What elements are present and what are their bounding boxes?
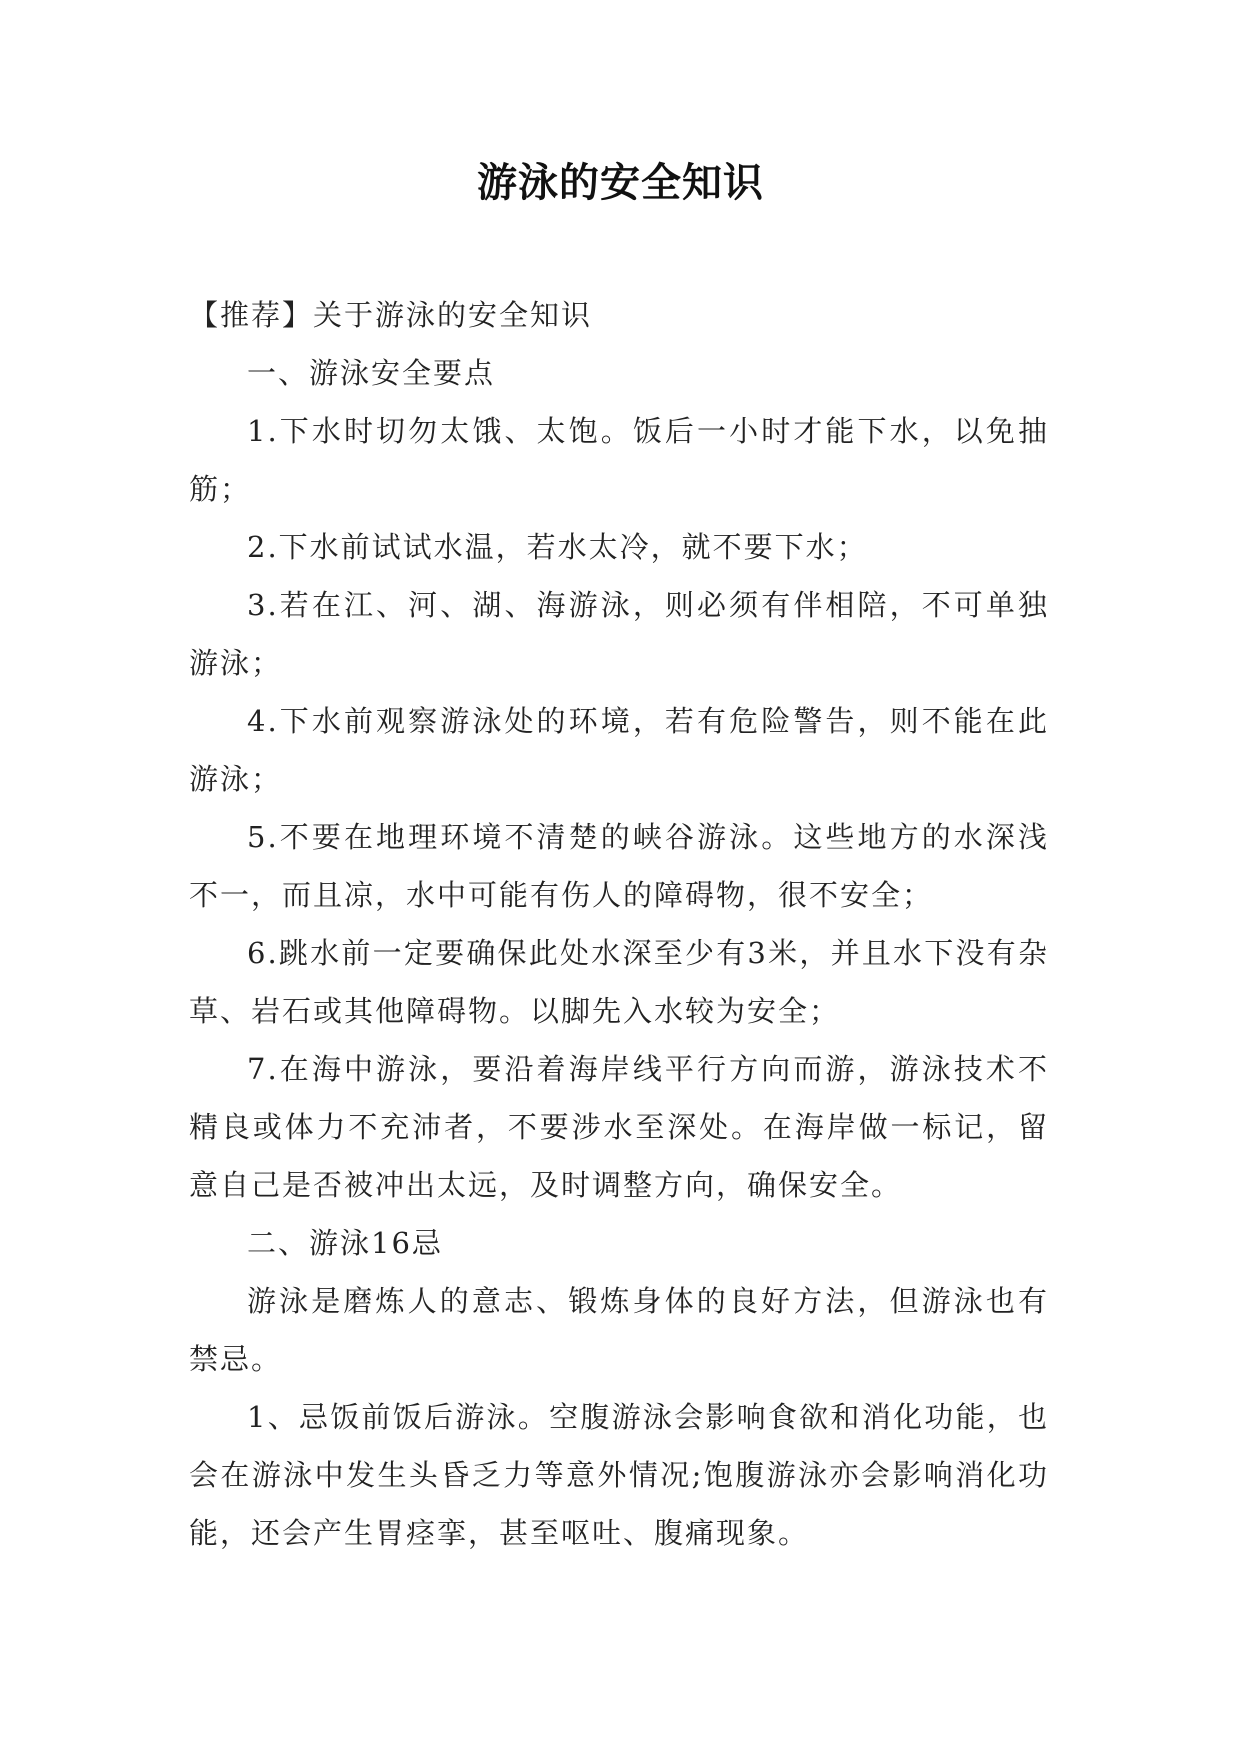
section-heading-safety-points: 一、游泳安全要点 [247,356,496,390]
document-body [189,286,1049,1562]
paragraph-point-1: 1.下水时切勿太饿、太饱。饭后一小时才能下水，以免抽筋； [189,414,1049,506]
paragraph-point-7: 7.在海中游泳，要沿着海岸线平行方向而游，游泳技术不精良或体力不充沛者，不要涉水至深处。在海岸做一标记，留意自己是否被冲出太远，及时调整方向，确保安全。 [189,1052,1049,1202]
paragraph-recommend-heading: 【推荐】关于游泳的安全知识 [189,298,593,332]
paragraph-point-5: 5.不要在地理环境不清楚的峡谷游泳。这些地方的水深浅不一，而且凉，水中可能有伤人的障碍物，很不安全； [189,820,1049,912]
paragraph-taboo-1: 1、忌饭前饭后游泳。空腹游泳会影响食欲和消化功能，也会在游泳中发生头昏乏力等意外情况;饱腹游泳亦会影响消化功能，还会产生胃痉挛，甚至呕吐、腹痛现象。 [189,1400,1049,1550]
paragraph-point-6: 6.跳水前一定要确保此处水深至少有3米，并且水下没有杂草、岩石或其他障碍物。以脚先入水较为安全； [189,936,1049,1028]
paragraph-point-2: 2.下水前试试水温，若水太冷，就不要下水； [247,530,868,564]
section-heading-16-taboos: 二、游泳16忌 [247,1226,443,1260]
paragraph-taboos-intro: 游泳是磨炼人的意志、锻炼身体的良好方法，但游泳也有禁忌。 [189,1284,1049,1376]
paragraph-point-4: 4.下水前观察游泳处的环境，若有危险警告，则不能在此游泳； [189,704,1049,796]
document-title: 游泳的安全知识 [477,159,764,206]
paragraph-point-3: 3.若在江、河、湖、海游泳，则必须有伴相陪，不可单独游泳； [189,588,1049,680]
